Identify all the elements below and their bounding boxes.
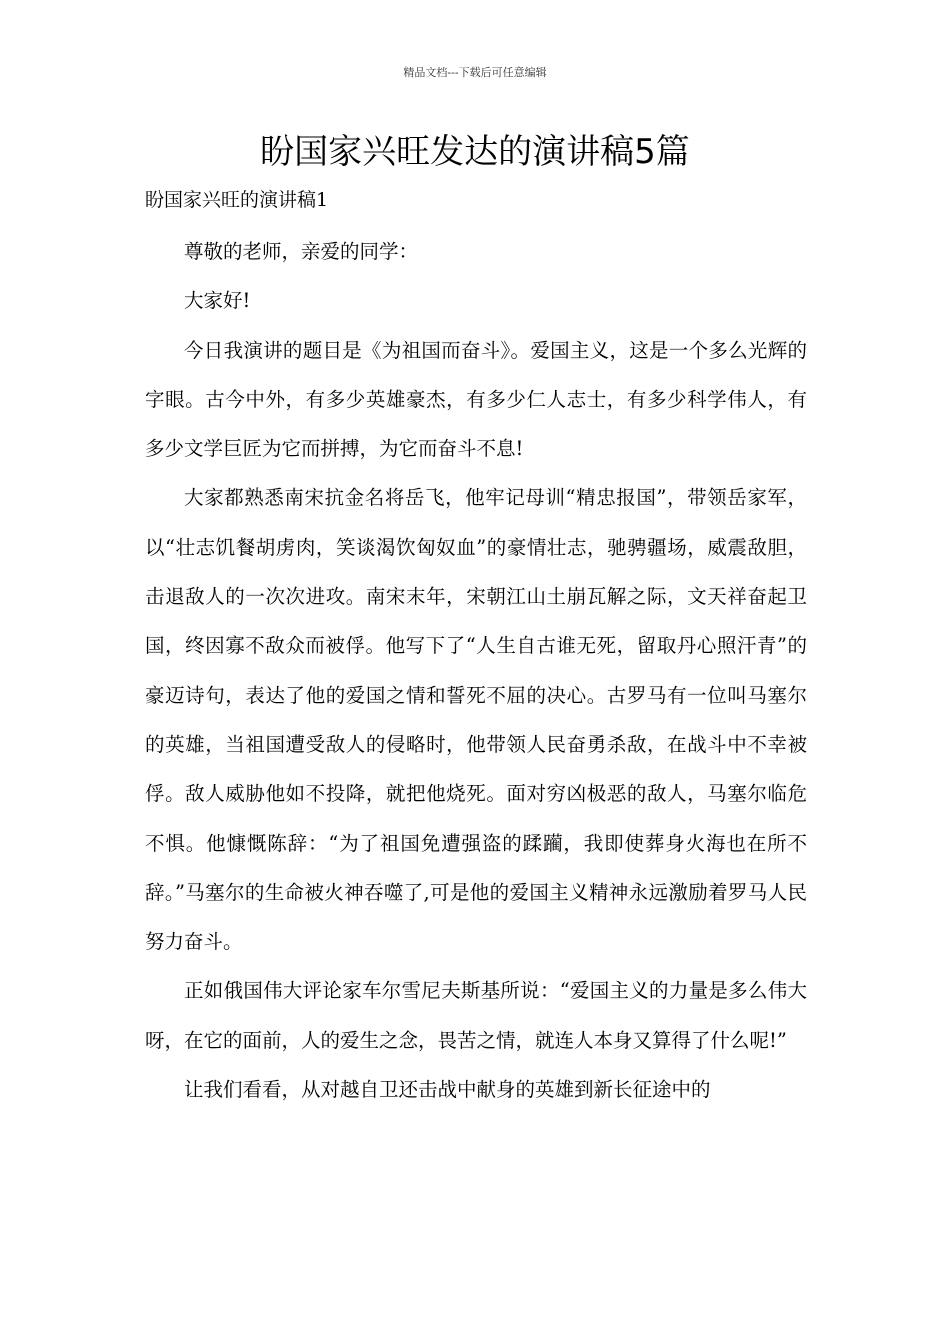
document-body (145, 227, 807, 1114)
paragraph-greeting: 尊敬的老师，亲爱的同学： (184, 240, 419, 263)
paragraph-hello: 大家好! (184, 289, 251, 313)
paragraph-quote: 正如俄国伟大评论家车尔雪尼夫斯基所说：“爱国主义的力量是多么伟大呀，在它的面前，人的爱生之念，畏苦之情，就连人本身又算得了什么呢!” (145, 979, 807, 1052)
paragraph-heroes: 大家都熟悉南宋抗金名将岳飞，他牢记母训“精忠报国”，带领岳家军，以“壮志饥餐胡虏肉，笑谈渴饮匈奴血”的豪情壮志，驰骋疆场，威震敌胆，击退敌人的一次次进攻。南宋末年，宋朝江山土崩瓦解之际，文天祥奋起卫国，终因寡不敌众而被俘。他写下了“人生自古谁无死，留取丹心照汗青”的豪迈诗句，表达了他的爱国之情和誓死不屈的决心。古罗马有一位叫马塞尔的英雄，当祖国遭受敌人的侵略时，他带领人民奋勇杀敌，在战斗中不幸被俘。敌人威胁他如不投降，就把他烧死。面对穷凶极恶的敌人，马塞尔临危不惧。他慷慨陈辞：“为了祖国免遭强盗的蹂躏，我即使葬身火海也在所不辞。”马塞尔的生命被火神吞噬了,可是他的爱国主义精神永远激励着罗马人民努力奋斗。 (145, 486, 807, 954)
document-title: 盼国家兴旺发达的演讲稿5篇 (260, 132, 690, 172)
paragraph-topic: 今日我演讲的题目是《为祖国而奋斗》。爱国主义，这是一个多么光辉的字眼。古今中外，有多少英雄豪杰，有多少仁人志士，有多少科学伟人，有多少文学巨匠为它而拼搏，为它而奋斗不息! (145, 338, 807, 461)
section-subtitle: 盼国家兴旺的演讲稿1 (145, 189, 329, 211)
paragraph-continuation: 让我们看看，从对越自卫还击战中献身的英雄到新长征途中的 (184, 1078, 711, 1102)
header-note: 精品文档---下载后可任意编辑 (403, 66, 547, 79)
